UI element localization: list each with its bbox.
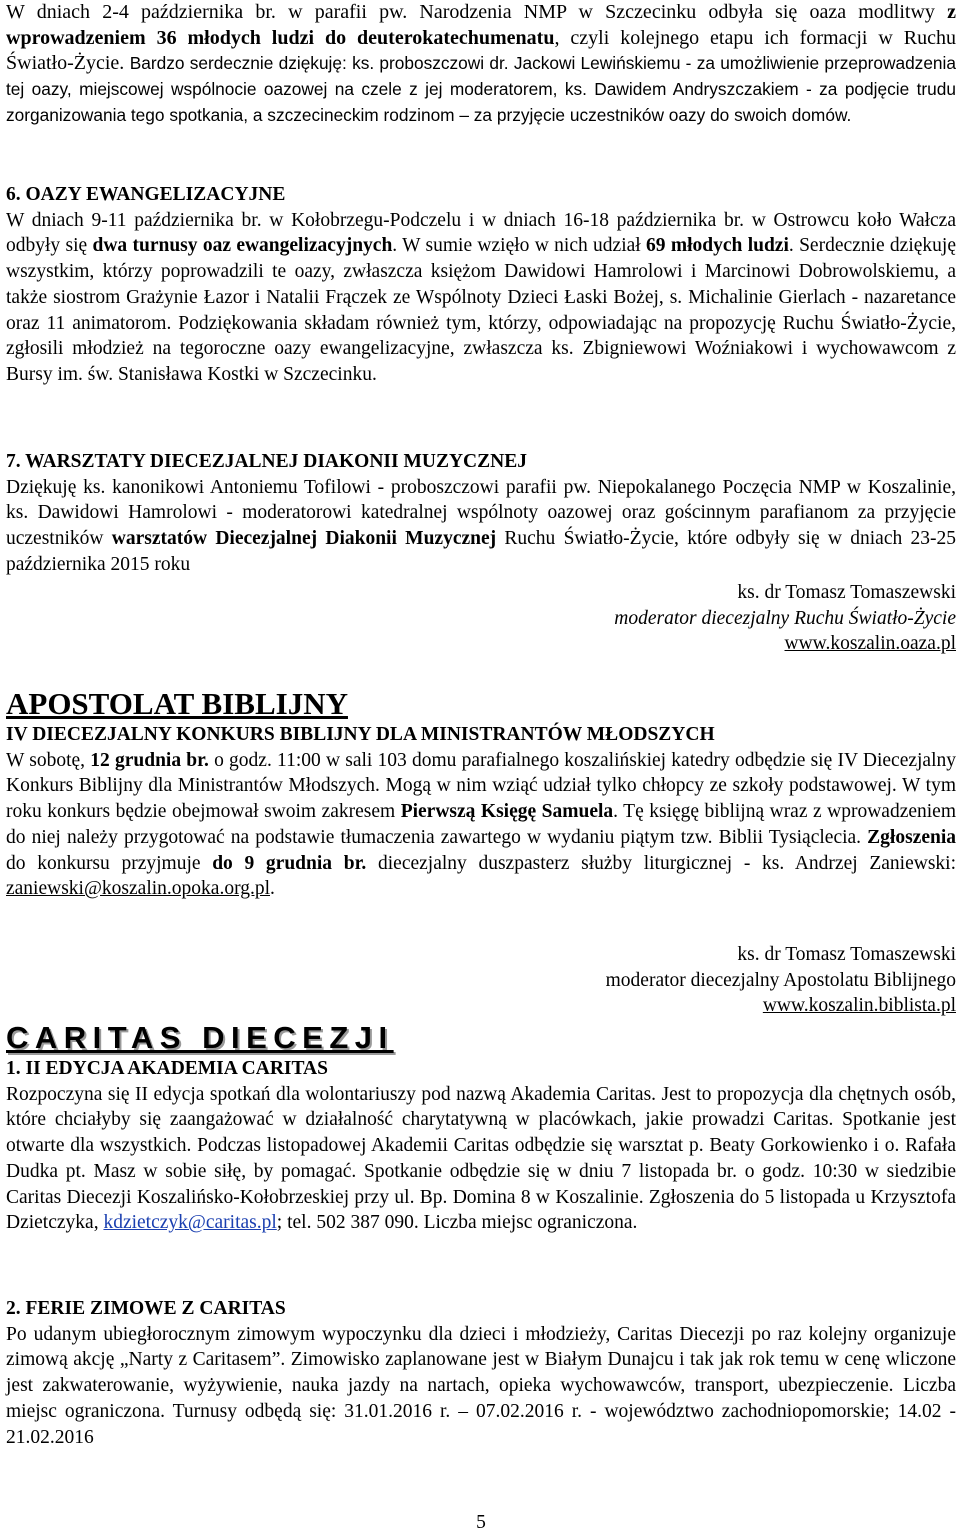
text: , czyli kolejnego etapu ich formacji w Ruchu Światło-Życie. [6,26,956,75]
section-heading: 1. II EDYCJA AKADEMIA CARITAS [6,1058,328,1079]
text: Bardzo serdecznie dziękuję: ks. proboszczowi dr. Jackowi Lewińskiemu - za umożliwienie przeprowadzenia tej oazy, miejscowej wspólnocie oazowej na czele z jej moderatorem, ks. Dawidem Andryszczakiem - za podjęcie trudu zorganizowania tego spotkania, a szczecineckim rodzinom – za przyjęcie uczestników oazy do swoich domów. [6,53,956,125]
text: . Serdecznie dziękuję wszystkim, którzy poprowadzili te oazy, zwłaszcza księżom Dawidowi Hamrolowi i Marcinowi Dobrowolskiemu, a także siostrom Grażynie Łazor i Natalii Frączek ze Wspólnoty Dzieci Łaski Bożej, s. Michalinie Gierlach - nazaretance oraz 11 animatorom. Podziękowania składam również tym, którzy, odpowiadając na propozycję Ruchu Światło-Życie, zgłosili młodzież na tegoroczne oazy ewangelizacyjne, zwłaszcza ks. Zbigniewowi Woźniakowi i wychowawcom z Bursy im. św. Stanisława Kostki w Szczecinku. [6,235,956,385]
text: W sobotę, [6,749,91,771]
signature-name: ks. dr Tomasz Tomaszewski [737,582,956,603]
signature-apostolat [6,942,956,1019]
section-body [6,1082,956,1236]
section-apostolat-biblijny [6,686,956,902]
text: . Tę księgę biblijną wraz z wprowadzeniem do niej należy przygotować na podstawie tłumaczenia zawartego w wydaniu piątym tzw. Biblii Tysiąclecia. [6,801,957,848]
section-caritas-diecezji [6,1020,956,1236]
section-heading: 6. OAZY EWANGELIZACYJNE [6,184,286,205]
section-title: CARITAS DIECEZJI [6,1020,394,1055]
bold-text: 12 grudnia br. [90,749,209,771]
text: . [270,878,275,900]
section-oazy-ewangelizacyjne [6,182,956,388]
signature-oaza [6,580,956,657]
section-body: Po udanym ubiegłorocznym zimowym wypoczynku dla dzieci i młodzieży, Caritas Diecezji po raz kolejny organizuje zimową akcję „Narty z Caritasem”. Zimowisko zaplanowane jest w Białym Dunajcu i tak jak rok temu w cenę wliczone jest zakwaterowanie, wyżywienie, nauka jazdy na nartach, opieka wychowawców, transport, ubezpieczenie. Liczba miejsc ograniczona. Turnusy odbędą się: 31.01.2016 r. – 07.02.2016 r. - województwo zachodniopomorskie; 14.02 - 21.02.2016 [6,1323,956,1448]
bold-text: Zgłoszenia [867,826,956,848]
bold-text: do 9 grudnia br. [212,852,367,874]
section-body [6,208,956,388]
section-title: APOSTOLAT BIBLIJNY [6,686,348,721]
text: . W sumie wzięło w nich udział [392,235,647,257]
email-link[interactable]: zaniewski@koszalin.opoka.org.pl [6,878,271,900]
oaza-modlitwy-paragraph [6,0,956,129]
signature-name: ks. dr Tomasz Tomaszewski [737,944,956,965]
bold-text: z wprowadzeniem 36 młodych ludzi do deuterokatechumenatu [6,1,956,49]
text: W dniach 9-11 października br. w Kołobrzegu-Podczelu i w dniach 16-18 października br. w Ostrowcu koło Wałcza odbyły się [6,209,956,257]
text: diecezjalny duszpasterz służby liturgicznej - ks. Andrzej Zaniewski: [366,852,956,874]
signature-website-link[interactable]: www.koszalin.oaza.pl [784,633,956,655]
text: Dziękuję ks. kanonikowi Antoniemu Tofilowi - proboszczowi parafii pw. Niepokalanego Poczęcia NMP w Koszalinie, ks. Dawidowi Hamrolowi - moderatorowi katedralnej wspólnoty oazowej oraz gościnnym parafianom za przyjęcie uczestników [6,476,956,550]
text: ; tel. 502 387 090. Liczba miejsc ograniczona. [276,1212,638,1234]
signature-role: moderator diecezjalny Ruchu Światło-Życie [614,607,956,629]
bold-text: Pierwszą Księgę Samuela [400,801,614,823]
section-body [6,748,956,902]
page-number: 5 [476,1512,486,1533]
text: W dniach 2-4 października br. w parafii pw. Narodzenia NMP w Szczecinku odbyła się oaza modlitwy [6,1,948,23]
bold-text: dwa turnusy oaz ewangelizacyjnych [92,235,393,257]
bold-text: 69 młodych ludzi [646,235,789,257]
section-body [6,475,956,578]
section-heading: 7. WARSZTATY DIECEZJALNEJ DIAKONII MUZYCZNEJ [6,451,527,472]
document-page [6,0,956,1537]
email-link[interactable]: kdzietczyk@caritas.pl [103,1212,277,1234]
section-ferie-zimowe [6,1296,956,1450]
text: Rozpoczyna się II edycja spotkań dla wolontariuszy pod nazwą Akademia Caritas. Jest to propozycja dla chętnych osób, które chciałyby się zaangażować w działalność charytatywną w placówkach, jakie prowadzi Caritas. Spotkanie jest otwarte dla wszystkich. Podczas listopadowej Akademii Caritas odbędzie się warsztat p. Beaty Gorkowienko i o. Rafała Dudka pt. Masz w sobie siłę, by pomagać. Spotkanie odbędzie się w dniu 7 listopada br. o godz. 10:30 w siedzibie Caritas Diecezji Koszalińsko-Kołobrzeskiej przy ul. Bp. Domina 8 w Koszalinie. Zgłoszenia do 5 listopada u Krzysztofa Dzietczyka, [6,1083,956,1234]
text: Ruchu Światło-Życie, które odbyły się w dniach 23-25 października 2015 roku [6,528,956,575]
signature-website-link[interactable]: www.koszalin.biblista.pl [762,995,956,1017]
text: do konkursu przyjmuje [6,852,213,874]
text: o godz. 11:00 w sali 103 domu parafialnego koszalińskiej katedry odbędzie się IV Diecezjalny Konkurs Biblijny dla Ministrantów Młodszych. Mogą w nim wziąć udział tylko chłopcy ze szkoły podstawowej. W tym roku konkurs będzie obejmował swoim zakresem [6,749,956,823]
section-heading: 2. FERIE ZIMOWE Z CARITAS [6,1298,286,1319]
bold-text: warsztatów Diecezjalnej Diakonii Muzycznej [111,528,497,550]
signature-role: moderator diecezjalny Apostolatu Biblijnego [605,969,956,991]
section-subtitle: IV DIECEZJALNY KONKURS BIBLIJNY DLA MINISTRANTÓW MŁODSZYCH [6,724,715,745]
section-warsztaty-diakonii [6,449,956,578]
